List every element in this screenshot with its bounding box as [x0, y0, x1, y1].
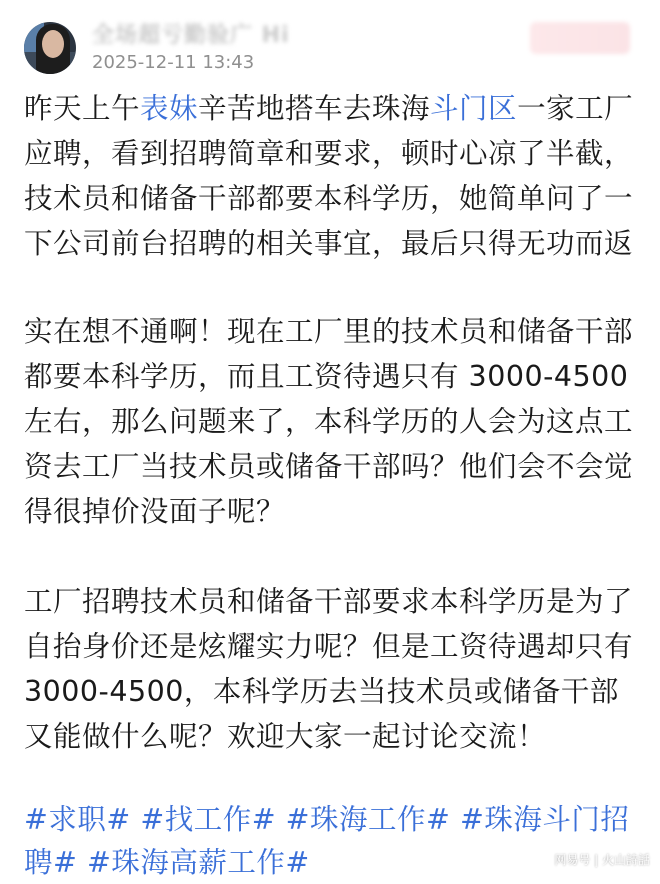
hashtag-list	[24, 798, 640, 884]
username[interactable]: 全场超亏勤验广 Hi	[92, 23, 290, 48]
paragraph-3: 工厂招聘技术员和储备干部要求本科学历是为了自抬身价还是炫耀实力呢？但是工资待遇却只有 3000-4500，本科学历去当技术员或储备干部又能做什么呢？欢迎大家一起讨论交流！	[24, 585, 634, 753]
hashtag-link[interactable]: #珠海斗门招聘#	[24, 803, 630, 879]
location-link-doumen[interactable]: 斗门区	[430, 92, 518, 125]
hashtag-link[interactable]: #珠海高薪工作#	[86, 846, 310, 879]
watermark: 网易号 | 火山詩話	[554, 853, 650, 867]
avatar[interactable]	[24, 22, 76, 74]
hashtag-link[interactable]: #珠海工作#	[285, 803, 451, 836]
mention-link-cousin[interactable]: 表妹	[140, 92, 199, 125]
follow-button[interactable]	[530, 22, 630, 54]
p1-text-1: 昨天上午	[24, 92, 141, 125]
paragraph-1	[24, 86, 640, 266]
post-header	[0, 0, 660, 86]
hashtag-link[interactable]: #找工作#	[140, 803, 277, 836]
p1-text-2: 辛苦地搭车去珠海	[198, 92, 431, 125]
p1-text-3: 一家工厂应聘，看到招聘简章和要求，顿时心凉了半截，技术员和储备干部都要本科学历，她简单问了一下公司前台招聘的相关事宜，最后只得无功而返	[24, 92, 634, 260]
hashtag-link[interactable]: #求职#	[24, 803, 131, 836]
post-timestamp: 2025-12-11 13:43	[92, 52, 255, 73]
paragraph-2: 实在想不通啊！现在工厂里的技术员和储备干部都要本科学历，而且工资待遇只有 3000-4500 左右，那么问题来了，本科学历的人会为这点工资去工厂当技术员或储备干部吗？他们会不会觉得很掉价没面子呢？	[24, 315, 634, 528]
